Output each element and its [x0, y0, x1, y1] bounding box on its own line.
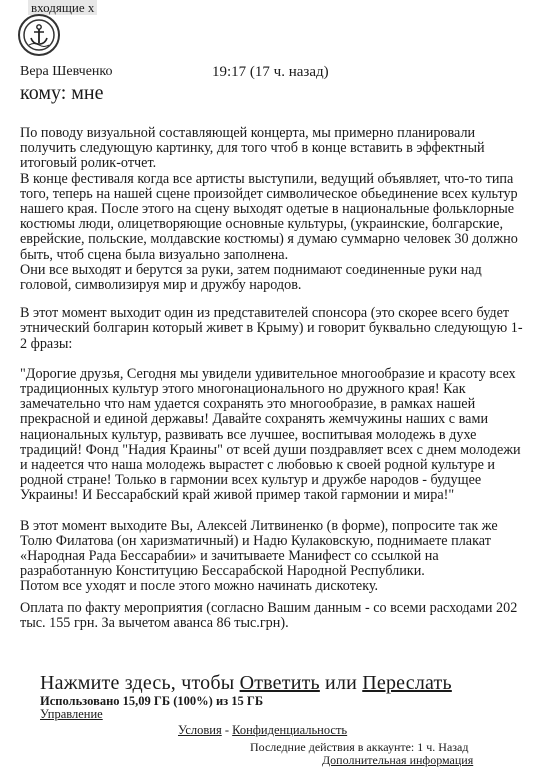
terms-link[interactable]: Условия: [178, 723, 222, 737]
message-paragraph: Оплата по факту мероприятия (согласно Вашим данным - со всеми расходами 202 тыс. 155 грн. За вычетом аванса 86 тыс.грн).: [20, 599, 518, 631]
reply-link[interactable]: Ответить: [239, 672, 320, 694]
message-paragraph: В этот момент выходит один из представителей спонсора (это скорее всего будет этнический болгарин который живет в Крыму) и говорит буквально следующую 1-2 фразы:: [20, 305, 523, 352]
message-paragraph: В этот момент выходите Вы, Алексей Литвиненко (в форме), попросите так же Толю Филатова (он харизматичный) и Надю Кулаковскую, поднимаете плакат «Народная Рада Бессарабии» и зачитываете Манифест со ссылкой на разработанную Конституцию Бессарабской Народной Республики.: [20, 517, 498, 580]
manage-storage-link[interactable]: Управление: [40, 707, 103, 721]
message-quote: "Дорогие друзья, Сегодня мы увидели удивительное многообразие и красоту всех традиционных культур этого многонационального но дружного края! Как замечательно что нам удается сохранять это многообразие, в рамках нашей прекрасной и единой державы! Давайте сохранять жемчужины наших с вами национальных культур, развивать все лучшее, воспитывая молодежь в духе традиций! Фонд "Надия Краины" от всей души поздравляет всех с днем молодежи и надеется что наша молодежь вырастет с любовью к своей родной культуре и родной стране! Только в гармонии всех культур и дружбе народов - будущее Украины! И Бессарабский край живой пример такой гармонии и мира!": [20, 365, 521, 504]
footer-separator: -: [221, 723, 233, 737]
forward-link[interactable]: Переслать: [362, 672, 452, 694]
recipient-line: кому: мне: [20, 82, 104, 104]
message-paragraph: В конце фестиваля когда все артисты выступили, ведущий объявляет, что-то типа того, теперь на нашей сцене произойдет символическое обьединение всех культур нашего края. После этого на сцену выходят одетые в национальные фольклорные костюмы люди, олицетворяющие основные культуры, (украинские, болгарские, еврейские, польские, молдавские костюмы) я думаю суммарно человек 30 должно быть, чтоб сцена была визуально заполнена.: [20, 170, 518, 263]
last-account-activity: Последние действия в аккаунте: 1 ч. Назад: [250, 740, 469, 754]
reply-forward-bar: [40, 672, 452, 695]
privacy-link[interactable]: Конфиденциальность: [232, 723, 348, 737]
details-link[interactable]: Дополнительная информация: [322, 753, 474, 767]
storage-usage: Использовано 15,09 ГБ (100%) из 15 ГБ: [40, 694, 264, 708]
message-timestamp: 19:17 (17 ч. назад): [212, 64, 329, 80]
reply-bar-or: или: [319, 672, 363, 694]
footer-links: [178, 723, 347, 738]
sender-name: Вера Шевченко: [20, 64, 113, 79]
anchor-emblem-icon: [18, 14, 60, 56]
inbox-tab[interactable]: [28, 0, 97, 15]
inbox-tab-label: входящие x: [31, 0, 95, 15]
message-paragraph: Потом все уходят и после этого можно начинать дискотеку.: [20, 578, 379, 595]
message-paragraph: Они все выходят и берутся за руки, затем поднимают соединенные руки над головой, символизируя мир и дружбу народов.: [20, 261, 482, 294]
reply-bar-prefix: Нажмите здесь, чтобы: [40, 672, 240, 694]
message-paragraph: По поводу визуальной составляющей концерта, мы примерно планировали получить следующую картинку, для того чтоб в конце вставить в эффектный итоговый ролик-отчет.: [20, 125, 485, 172]
message-body: [20, 126, 525, 641]
